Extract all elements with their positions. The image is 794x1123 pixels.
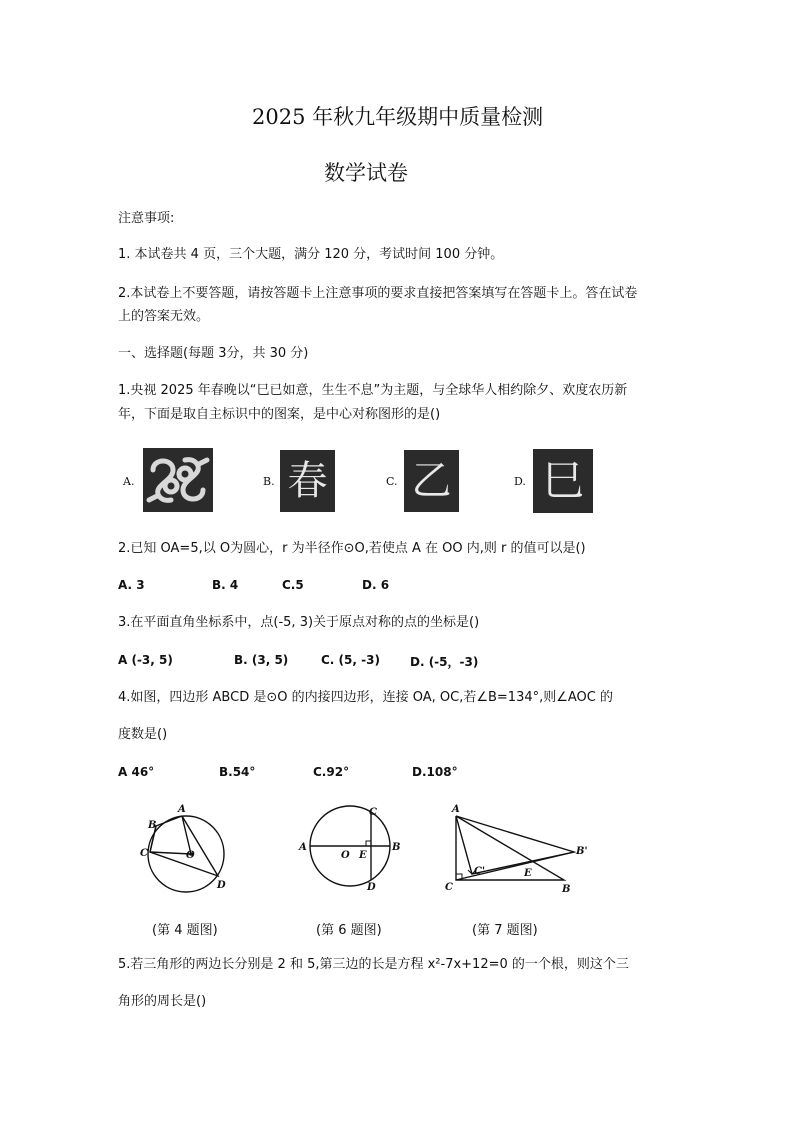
fig4-caption: (第 4 题图)	[152, 923, 218, 938]
q4-line-1: 4.如图，四边形 ABCD 是⊙O 的内接四边形，连接 OA, OC,若∠B=134°,则∠AOC 的	[118, 690, 614, 705]
fig4-label-c: C	[140, 848, 148, 859]
chun-glyph: 春	[287, 458, 328, 504]
si-glyph-icon	[533, 449, 593, 513]
figure-q4	[130, 800, 240, 900]
figure-q6	[296, 800, 406, 895]
q3-option-c: C. (5, -3)	[321, 653, 380, 667]
fig7-label-c: C	[445, 882, 453, 893]
fig6-label-o: O	[341, 850, 350, 861]
q1-options	[118, 446, 618, 516]
q5-line-2: 角形的周长是()	[118, 994, 207, 1009]
fig4-label-o: O	[186, 850, 195, 861]
fig6-label-c: C	[369, 807, 377, 818]
q2-option-c: C.5	[282, 578, 304, 592]
yi-glyph-icon	[404, 450, 459, 512]
q3-option-b: B. (3, 5)	[234, 653, 289, 667]
fig6-label-b: B	[392, 842, 401, 853]
q1-line-1: 1.央视 2025 年春晚以“巳已如意，生生不息”为主题，与全球华人相约除夕、欢度农历新	[118, 383, 628, 398]
fig7-label-b: B	[562, 884, 571, 895]
section-heading: 一、选择题(每题 3分，共 30 分)	[118, 346, 309, 361]
q5-line-1: 5.若三角形的两边长分别是 2 和 5,第三边的长是方程 x²-7x+12=0 的一个根，则这个三	[118, 957, 629, 972]
q2-option-b: B. 4	[212, 578, 239, 592]
q1-option-b-label: B.	[263, 475, 275, 488]
fig7-triangle-abc	[456, 816, 564, 880]
yi-glyph: 乙	[411, 458, 452, 504]
exam-subtitle: 数学试卷	[324, 161, 408, 185]
fig7-label-b-prime: B'	[576, 846, 588, 857]
q2-text: 2.已知 OA=5,以 O为圆心，r 为半径作⊙O,若使点 A 在 OO 内,则 r 的值可以是()	[118, 541, 586, 556]
fig4-label-a: A	[178, 804, 186, 815]
q1-option-c-label: C.	[386, 475, 398, 488]
q3-text: 3.在平面直角坐标系中，点(-5, 3)关于原点对称的点的坐标是()	[118, 615, 480, 630]
fig6-label-a: A	[299, 842, 307, 853]
q4-option-b: B.54°	[219, 765, 256, 779]
note-item-2-line-2: 上的答案无效。	[118, 309, 210, 324]
q2-option-d: D. 6	[362, 578, 390, 592]
double-swirl-emblem-icon	[143, 448, 213, 512]
fig4-label-b: B	[148, 820, 157, 831]
note-item-2-line-1: 2.本试卷上不要答题，请按答题卡上注意事项的要求直接把答案填写在答题卡上。答在试卷	[118, 286, 638, 301]
fig6-caption: (第 6 题图)	[316, 923, 382, 938]
si-glyph: 巳	[541, 456, 584, 505]
figure-q7	[440, 800, 600, 895]
q1-line-2: 年，下面是取自主标识中的图案，是中心对称图形的是()	[118, 407, 441, 422]
fig4-label-d: D	[217, 880, 226, 891]
q4-option-c: C.92°	[313, 765, 350, 779]
fig7-label-a: A	[452, 804, 460, 815]
note-item-1: 1. 本试卷共 4 页，三个大题，满分 120 分，考试时间 100 分钟。	[118, 247, 504, 262]
exam-title: 2025 年秋九年级期中质量检测	[252, 105, 544, 129]
q3-option-a: A (-3, 5)	[118, 653, 173, 667]
q4-option-a: A 46°	[118, 765, 155, 779]
q4-option-d: D.108°	[412, 765, 458, 779]
fig6-label-d: D	[367, 882, 376, 893]
chun-glyph-icon	[280, 450, 335, 512]
fig7-label-c-prime: C'	[474, 866, 486, 877]
q4-line-2: 度数是()	[118, 727, 168, 742]
q1-option-d-label: D.	[514, 475, 526, 488]
notes-heading: 注意事项:	[118, 211, 175, 226]
fig7-caption: (第 7 题图)	[472, 923, 538, 938]
fig6-label-e: E	[359, 850, 367, 861]
q3-option-d: D. (-5，-3)	[410, 655, 479, 669]
q1-option-a-label: A.	[123, 475, 135, 488]
fig7-label-e: E	[524, 868, 532, 879]
q2-option-a: A. 3	[118, 578, 145, 592]
